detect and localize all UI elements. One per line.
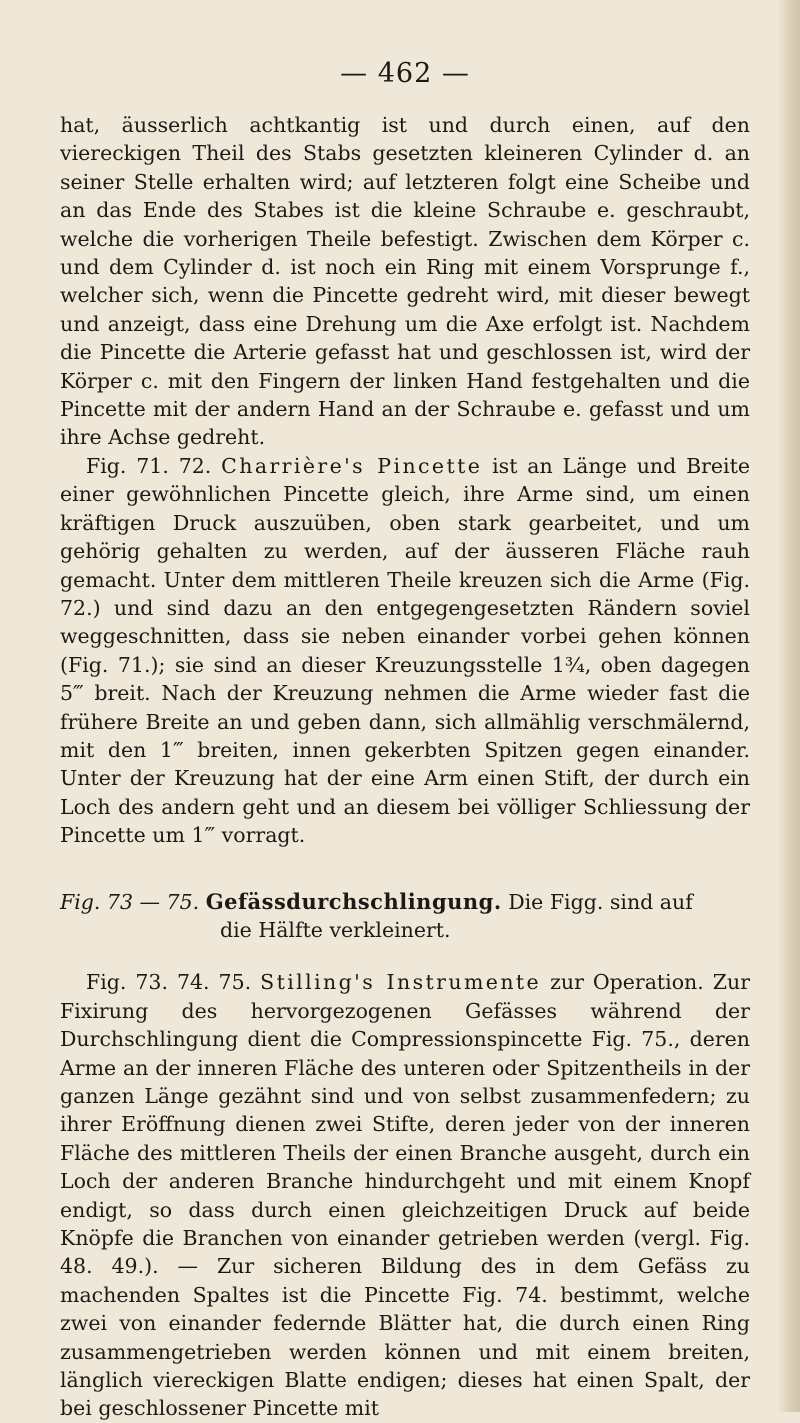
paragraph-3-text: zur Operation. Zur Fixirung des hervorgezogenen Gefässes während der Durchschlingung dient die Compressionspincette Fig. 75., deren Arme an der inneren Fläche des unteren oder Spitzentheils in der ganzen Länge gezähnt sind und von selbst zusammenfedern; zu ihrer Eröffnung dienen zwei Stifte, deren jeder von der inneren Fläche des mittleren Theils der einen Branche ausgeht, durch ein Loch der anderen Branche hindurchgeht und mit einem Knopf endigt, so dass durch einen gleichzeitigen Druck auf beide Knöpfe die Branchen von einander getrieben werden (vergl. Fig. 48. 49.). — Zur sicheren Bildung des in dem Gefäss zu machenden Spaltes ist die Pincette Fig. 74. bestimmt, welche zwei von einander federnde Blätter hat, die durch einen Ring zusammengetrieben werden können und mit einem breiten, länglich viereckigen Blatte endigen; dieses hat einen Spalt, der bei geschlossener Pincette mit — [60, 970, 750, 1421]
page-edge-shadow — [778, 0, 800, 1412]
paragraph-3 — [60, 968, 750, 1423]
paragraph-2-figref: Fig. 71. 72. — [86, 453, 212, 478]
section-note-b: die Hälfte verkleinert. — [220, 917, 451, 942]
paragraph-1: hat, äusserlich achtkantig ist und durch einen, auf den viereckigen Theil des Stabs gesetzten kleineren Cylinder d. an seiner Stelle erhalten wird; auf letzteren folgt eine Scheibe und an das Ende des Stabes ist die kleine Schraube e. geschraubt, welche die vorherigen Theile befestigt. Zwischen dem Körper c. und dem Cylinder d. ist noch ein Ring mit einem Vorsprunge f., welcher sich, wenn die Pincette gedreht wird, mit dieser bewegt und anzeigt, dass eine Drehung um die Axe erfolgt ist. Nachdem die Pincette die Arterie gefasst hat und geschlossen ist, wird der Körper c. mit den Fingern der linken Hand festgehalten und die Pincette mit der andern Hand an der Schraube e. gefasst und um ihre Achse gedreht. — [60, 113, 750, 450]
section-note-a: Die Figg. sind auf — [508, 889, 693, 914]
section-figref: Fig. 73 — 75. — [60, 889, 200, 914]
book-page — [60, 58, 750, 1423]
section-header — [60, 888, 750, 945]
page-number: — 462 — — [340, 58, 470, 89]
paragraph-2-text: ist an Länge und Breite einer gewöhnlichen Pincette gleich, ihre Arme sind, um einen kräftigen Druck auszuüben, oben stark gearbeitet, und um gehörig gehalten zu werden, auf der äusseren Fläche rauh gemacht. Unter dem mittleren Theile kreuzen sich die Arme (Fig. 72.) und sind dazu an den entgegengesetzten Rändern soviel weggeschnitten, dass sie neben einander vorbei gehen können (Fig. 71.); sie sind an dieser Kreuzungsstelle 1¾, oben dagegen 5‴ breit. Nach der Kreuzung nehmen die Arme wieder fast die frühere Breite an und geben dann, sich allmählig verschmälernd, mit den 1‴ breiten, innen gekerbten Spitzen gegen einander. Unter der Kreuzung hat der eine Arm einen Stift, der durch ein Loch des andern geht und an diesem bei völliger Schliessung der Pincette um 1‴ vorragt. — [60, 453, 750, 848]
paragraph-2-instrument-name: Charrière's Pincette — [221, 453, 483, 478]
paragraph-3-instrument-name: Stilling's Instrumente — [260, 970, 542, 995]
paragraph-2 — [60, 452, 750, 850]
section-title: Gefässdurchschlingung. — [205, 888, 502, 914]
paragraph-3-figref: Fig. 73. 74. 75. — [86, 970, 252, 995]
